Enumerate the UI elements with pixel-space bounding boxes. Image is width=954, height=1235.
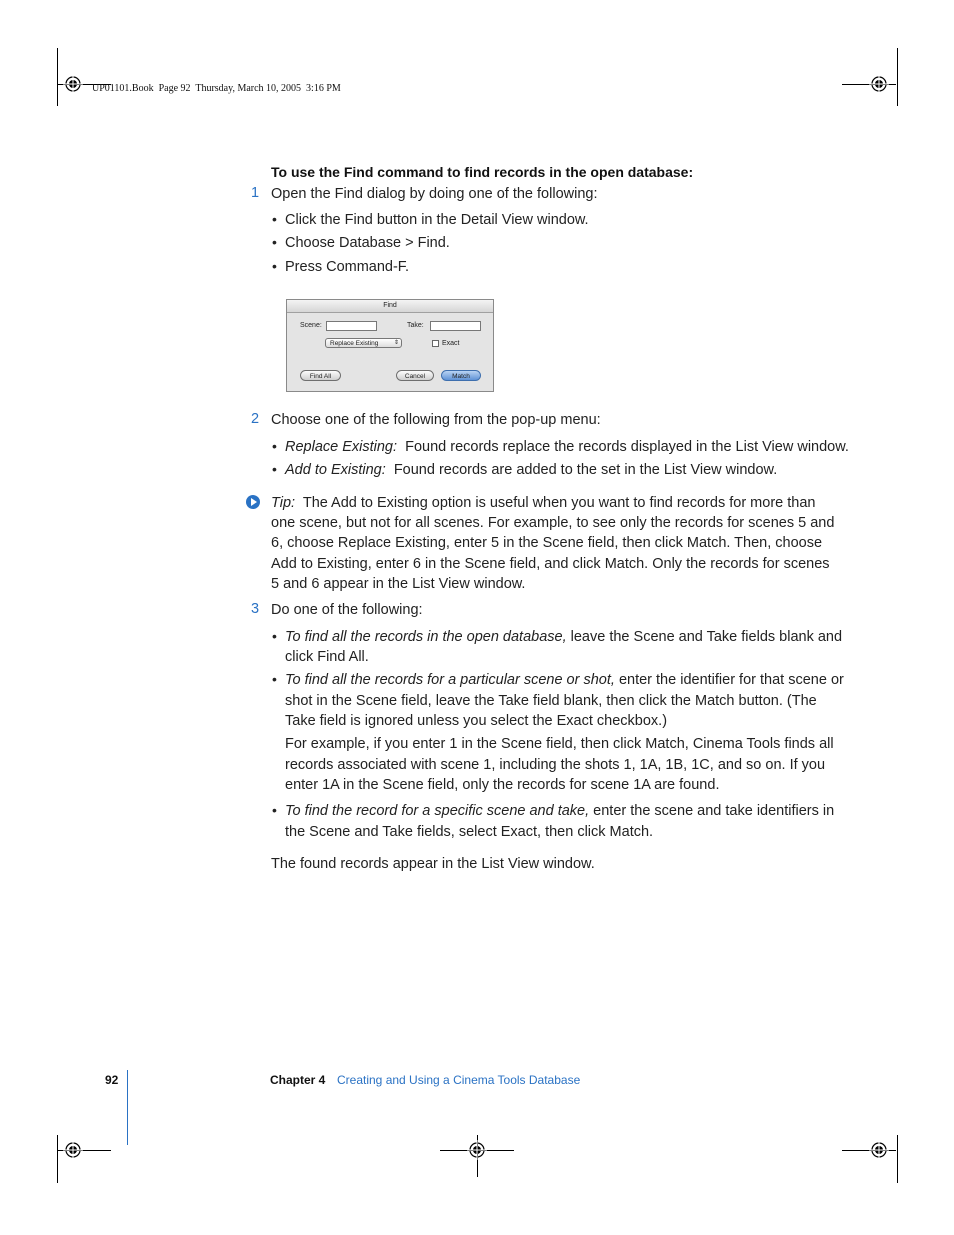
bullet-icon: • [272, 461, 277, 477]
crop-mark [897, 1135, 898, 1183]
step-text: Do one of the following: [271, 602, 423, 618]
step-number: 1 [251, 185, 260, 201]
definition: enter the identifier for that scene or [618, 672, 844, 688]
step-text: Open the Find dialog by doing one of the following: [271, 186, 598, 202]
chapter-title: Creating and Using a Cinema Tools Database [337, 1073, 581, 1087]
take-label: Take: [407, 322, 424, 329]
bullet-icon: • [272, 234, 277, 250]
bullet-icon: • [272, 802, 277, 818]
definition: leave the Scene and Take fields blank and [570, 629, 843, 645]
example-paragraph: For example, if you enter 1 in the Scene field, then click Match, Cinema Tools finds all [285, 736, 834, 752]
definition: enter the scene and take identifiers in [593, 803, 835, 819]
tip-line: Add to Existing, enter 6 in the Scene field, and click Match. Only the records for scenes [271, 556, 830, 572]
term: To find all the records in the open database, [285, 629, 567, 645]
page-number: 92 [105, 1073, 119, 1087]
tip-text: The Add to Existing option is useful when you want to find records for more than [302, 495, 816, 511]
list-item-continued: the Scene and Take fields, select Exact, then click Match. [285, 824, 654, 840]
tip-arrow-icon [245, 494, 261, 510]
tip-line [271, 493, 815, 514]
list-item-continued: shot in the Scene field, leave the Take field blank, then click the Match button. (The [285, 693, 817, 709]
cancel-button[interactable]: Cancel [396, 370, 434, 381]
list-item [285, 627, 842, 648]
tip-label: Tip: [271, 495, 296, 511]
bullet-icon: • [272, 628, 277, 644]
replace-popup[interactable] [325, 338, 402, 348]
list-item-continued: click Find All. [285, 649, 369, 665]
definition: Found records are added to the set in the List View window. [393, 462, 778, 478]
term: Replace Existing: [285, 439, 398, 455]
step-text: Choose one of the following from the pop-up menu: [271, 412, 601, 428]
example-paragraph: enter 1A in the Scene field, only the records for scene 1A are found. [285, 777, 720, 793]
crop-mark [897, 48, 898, 106]
definition: Found records replace the records displayed in the List View window. [405, 439, 849, 455]
term: To find all the records for a particular scene or shot, [285, 672, 615, 688]
take-field[interactable] [430, 321, 481, 331]
list-item [285, 437, 849, 458]
step-number: 3 [251, 601, 260, 617]
list-item [285, 460, 777, 481]
exact-checkbox[interactable] [432, 340, 439, 347]
bullet-icon: • [272, 671, 277, 687]
registration-mark-icon [467, 1140, 487, 1160]
example-paragraph: records associated with scene 1, including the shots 1, 1A, 1B, 1C, and so on. If you [285, 757, 826, 773]
find-all-button[interactable]: Find All [300, 370, 341, 381]
closing-paragraph: The found records appear in the List View window. [271, 856, 595, 872]
popup-arrows-icon: ⇕ [393, 340, 399, 346]
bullet-icon: • [272, 438, 277, 454]
bullet-icon: • [272, 211, 277, 227]
registration-mark-icon [63, 1140, 83, 1160]
scene-label: Scene: [300, 322, 322, 329]
list-item: Choose Database > Find. [285, 235, 450, 251]
registration-mark-icon [869, 74, 889, 94]
match-button[interactable]: Match [441, 370, 481, 381]
find-dialog [286, 299, 494, 392]
crop-mark [57, 48, 58, 106]
tip-line: 6, choose Replace Existing, enter 5 in the Scene field, then click Match. Then, choose [271, 535, 823, 551]
list-item: Press Command-F. [285, 259, 410, 275]
dialog-title: Find [287, 300, 493, 313]
popup-value: Replace Existing [330, 340, 379, 347]
registration-mark-icon [63, 74, 83, 94]
list-item: Click the Find button in the Detail View window. [285, 212, 589, 228]
section-heading: To use the Find command to find records in the open database: [271, 164, 694, 180]
print-slug: UP01101.Book Page 92 Thursday, March 10, 2005 3:16 PM [92, 83, 341, 94]
term: To find the record for a specific scene and take, [285, 803, 590, 819]
chapter-label: Chapter 4 [270, 1073, 326, 1087]
bullet-icon: • [272, 258, 277, 274]
tip-line: 5 and 6 appear in the List View window. [271, 576, 526, 592]
tip-line: one scene, but not for all scenes. For example, to see only the records for scenes 5 and [271, 515, 835, 531]
term: Add to Existing: [285, 462, 386, 478]
list-item-continued: Take field is ignored unless you select the Exact checkbox.) [285, 713, 668, 729]
footer-rule [127, 1070, 128, 1145]
registration-mark-icon [869, 1140, 889, 1160]
crop-mark [57, 1135, 58, 1183]
exact-label: Exact [442, 340, 460, 347]
step-number: 2 [251, 411, 260, 427]
list-item [285, 670, 844, 691]
scene-field[interactable] [326, 321, 377, 331]
list-item [285, 801, 834, 822]
